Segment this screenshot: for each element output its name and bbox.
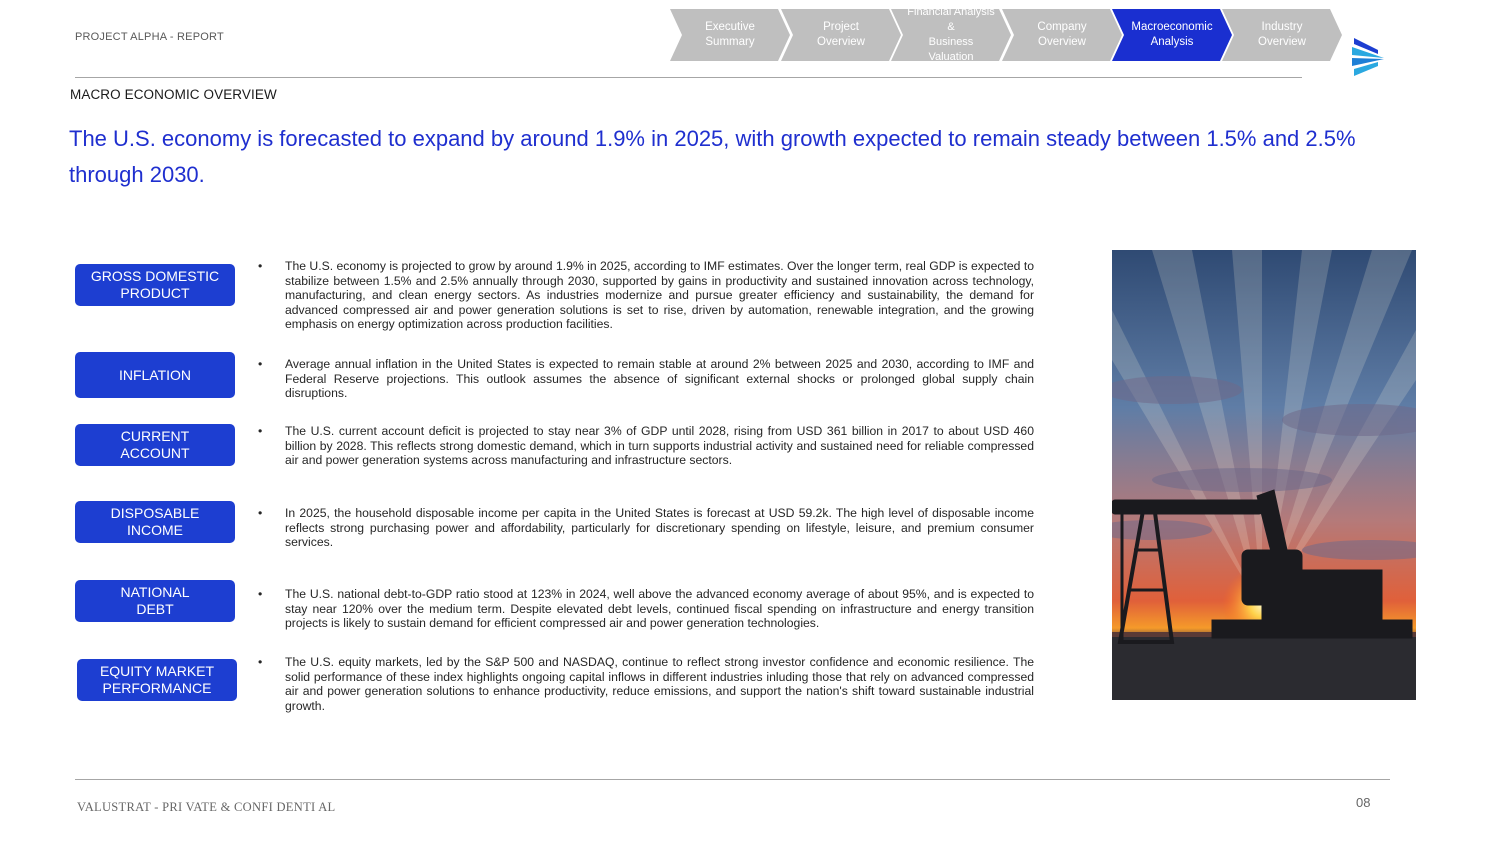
bullet-text: The U.S. current account deficit is projected to stay near 3% of GDP until 2028, rising from USD 361 billion in 2017 to about USD 460 billion by 2028. This reflects strong domestic demand, which in turn supports industrial activity and sustained need for reliable compressed air and power generation systems across manufacturing and infrastructure sectors. bbox=[285, 424, 1034, 468]
bullet-current-account bbox=[258, 424, 1034, 468]
bullet-marker: • bbox=[258, 587, 263, 601]
bullet-marker: • bbox=[258, 357, 263, 371]
category-equity-market: EQUITY MARKET PERFORMANCE bbox=[77, 659, 237, 701]
page-number: 08 bbox=[1356, 795, 1371, 810]
nav-tab-company-overview[interactable] bbox=[1002, 9, 1122, 61]
nav-tab-label: Company Overview bbox=[1037, 21, 1087, 48]
nav-tab-label: Financial Analysis & Business Valuation bbox=[907, 6, 995, 63]
footer-confidential: VALUSTRAT - PRI VATE & CONFI DENTI AL bbox=[77, 800, 336, 814]
header-divider bbox=[75, 77, 1302, 78]
category-inflation: INFLATION bbox=[75, 352, 235, 398]
bullet-equity-market bbox=[258, 655, 1034, 713]
project-label: PROJECT ALPHA - REPORT bbox=[75, 31, 224, 43]
bullet-marker: • bbox=[258, 259, 263, 273]
bullet-marker: • bbox=[258, 424, 263, 438]
company-logo bbox=[1350, 38, 1386, 76]
bullet-text: In 2025, the household disposable income per capita in the United States is forecast at USD 59.2k. The high level of disposable income reflects strong purchasing power and affordability, particularly for discretionary spending on lifestyle, leisure, and premium consumer services. bbox=[285, 506, 1034, 550]
bullet-text: Average annual inflation in the United States is expected to remain stable at around 2% between 2025 and 2030, according to IMF and Federal Reserve projections. This outlook assumes the absence of significant external shocks or prolonged global supply chain disruptions. bbox=[285, 357, 1034, 401]
bullet-disposable-income bbox=[258, 506, 1034, 550]
bullet-marker: • bbox=[258, 506, 263, 520]
nav-tab-macroeconomic-analysis[interactable] bbox=[1112, 9, 1232, 61]
nav-tab-label: Project Overview bbox=[817, 21, 865, 48]
bullet-text: The U.S. economy is projected to grow by around 1.9% in 2025, according to IMF estimates. Over the longer term, real GDP is expected to stabilize between 1.5% and 2.5% annually through 2030, supported by gains in productivity and sustained innovation across technology, manufacturing, and clean energy sectors. As industries modernize and pursue greater efficiency and sustainability, the demand for advanced compressed air and power generation solutions is set to rise, driven by automation, renewable integration, and the growing emphasis on energy optimization across production facilities. bbox=[285, 259, 1034, 332]
bullet-text: The U.S. equity markets, led by the S&P 500 and NASDAQ, continue to reflect strong investor confidence and economic resilience. The solid performance of these index highlights ongoing capital inflows in different industries inluding those that rely on advanced compressed air and power generation solutions to enhance productivity, reduce emissions, and support the nation's shift toward sustainable industrial growth. bbox=[285, 655, 1034, 713]
oil-pumpjack-photo bbox=[1112, 250, 1416, 700]
nav-tab-industry-overview[interactable] bbox=[1222, 9, 1342, 61]
bullet-inflation bbox=[258, 357, 1034, 401]
bullet-gdp bbox=[258, 259, 1034, 332]
nav-tab-label: Executive Summary bbox=[705, 21, 755, 48]
category-gdp: GROSS DOMESTIC PRODUCT bbox=[75, 264, 235, 306]
bullet-marker: • bbox=[258, 655, 263, 669]
nav-tab-label: Macroeconomic Analysis bbox=[1131, 21, 1213, 48]
nav-tab-project-overview[interactable] bbox=[781, 9, 901, 61]
nav-tab-label: Industry Overview bbox=[1258, 21, 1306, 48]
category-current-account: CURRENT ACCOUNT bbox=[75, 424, 235, 466]
bullet-text: The U.S. national debt-to-GDP ratio stood at 123% in 2024, well above the advanced economy average of about 95%, and is expected to stay near 120% over the medium term. Despite elevated debt levels, continued fiscal spending on infrastructure and energy transition projects is likely to sustain demand for efficient compressed air and power generation technologies. bbox=[285, 587, 1034, 631]
category-disposable-income: DISPOSABLE INCOME bbox=[75, 501, 235, 543]
bullet-national-debt bbox=[258, 587, 1034, 631]
nav-tab-executive-summary[interactable] bbox=[670, 9, 790, 61]
section-title: MACRO ECONOMIC OVERVIEW bbox=[70, 87, 277, 102]
category-national-debt: NATIONAL DEBT bbox=[75, 580, 235, 622]
footer-divider bbox=[75, 779, 1390, 780]
nav-tab-financial-analysis[interactable] bbox=[891, 6, 1011, 63]
headline: The U.S. economy is forecasted to expand by around 1.9% in 2025, with growth expected to remain steady between 1.5% and 2.5% through 2030. bbox=[69, 126, 1356, 187]
